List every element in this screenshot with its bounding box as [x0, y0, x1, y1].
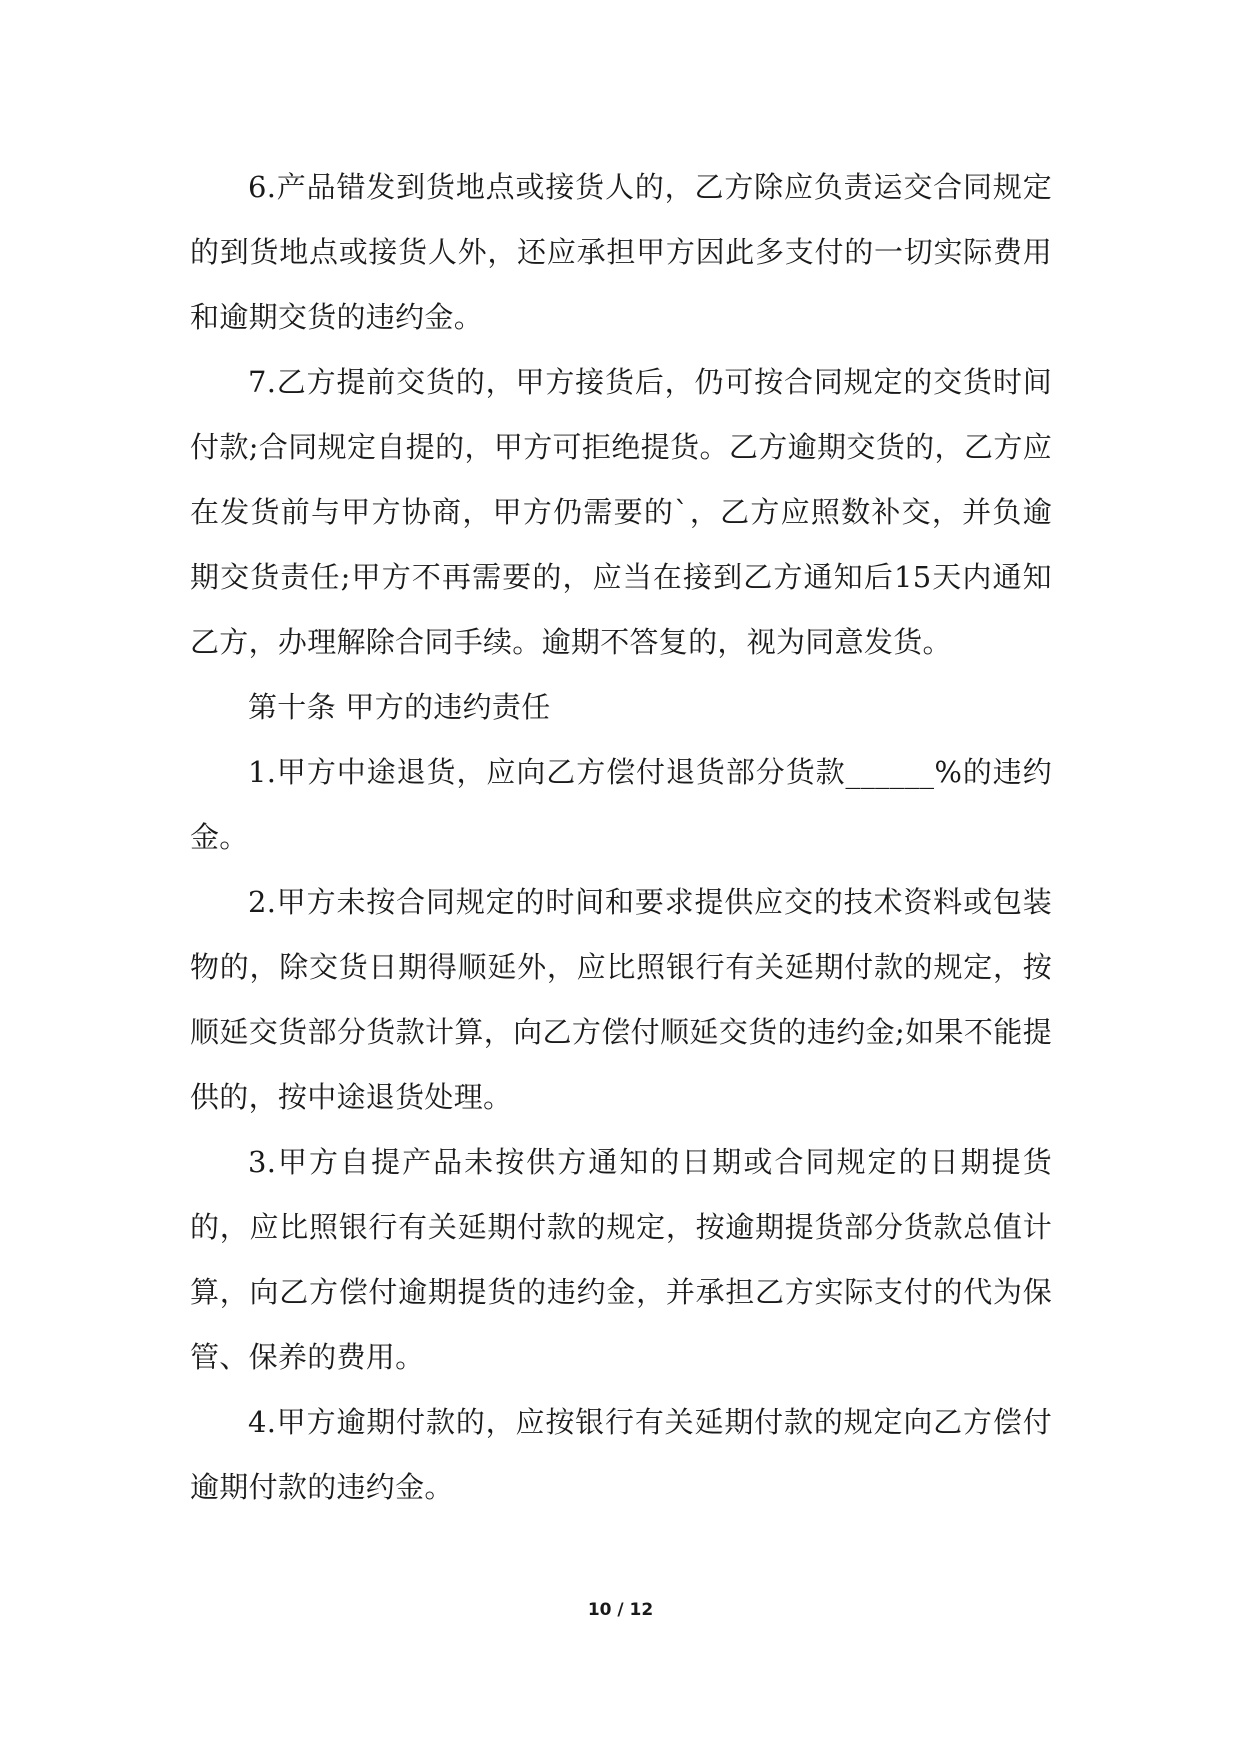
- paragraph-clause-4: 4.甲方逾期付款的，应按银行有关延期付款的规定向乙方偿付逾期付款的违约金。: [190, 1405, 1052, 1504]
- paragraph-clause-2: 2.甲方未按合同规定的时间和要求提供应交的技术资料或包装物的，除交货日期得顺延外，应比照银行有关延期付款的规定，按顺延交货部分货款计算，向乙方偿付顺延交货的违约金;如果不能提供的，按中途退货处理。: [190, 885, 1052, 1114]
- document-body: [190, 155, 1052, 1520]
- paragraph-clause-3: 3.甲方自提产品未按供方通知的日期或合同规定的日期提货的，应比照银行有关延期付款的规定，按逾期提货部分货款总值计算，向乙方偿付逾期提货的违约金，并承担乙方实际支付的代为保管、保养的费用。: [190, 1145, 1052, 1374]
- paragraph-clause-7: 7.乙方提前交货的，甲方接货后，仍可按合同规定的交货时间付款;合同规定自提的，甲方可拒绝提货。乙方逾期交货的，乙方应在发货前与甲方协商，甲方仍需要的`，乙方应照数补交，并负逾期交货责任;甲方不再需要的，应当在接到乙方通知后15天内通知乙方，办理解除合同手续。逾期不答复的，视为同意发货。: [190, 365, 1052, 659]
- paragraph-clause-1: 1.甲方中途退货，应向乙方偿付退货部分货款______%的违约金。: [190, 755, 1052, 854]
- section-heading-article-10: 第十条 甲方的违约责任: [248, 690, 551, 724]
- page-number: 10 / 12: [587, 1600, 654, 1620]
- paragraph-clause-6: 6.产品错发到货地点或接货人的，乙方除应负责运交合同规定的到货地点或接货人外，还应承担甲方因此多支付的一切实际费用和逾期交货的违约金。: [190, 170, 1052, 334]
